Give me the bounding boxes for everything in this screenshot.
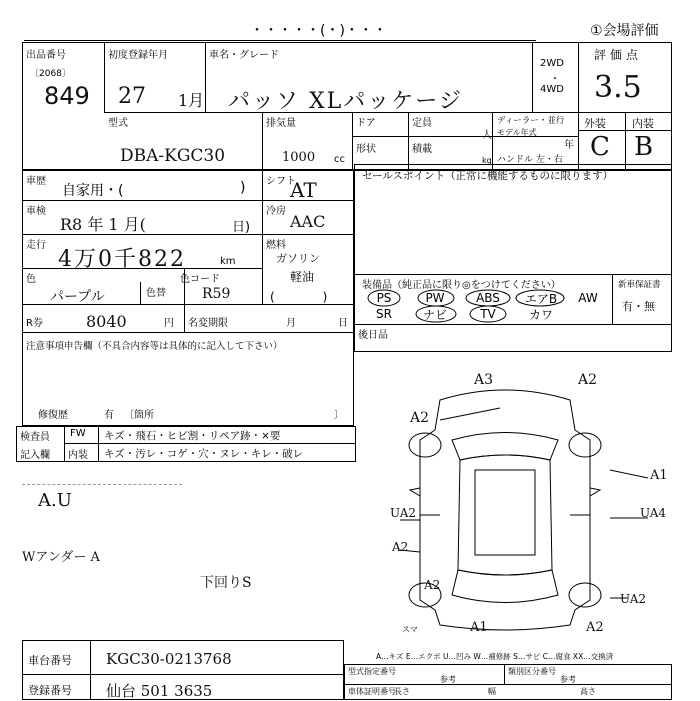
- lot-number: 849: [44, 82, 90, 110]
- grade-value: 3.5: [594, 70, 642, 105]
- mark-a1-right: A1: [650, 468, 668, 483]
- inspector-int-items: キズ・汚レ・コゲ・穴・ヌレ・キレ・破レ: [104, 448, 304, 460]
- top-strip: ・・・・・(・)・・・: [250, 23, 387, 39]
- shift-value: AT: [290, 178, 317, 202]
- reg-no-value: 仙台 501 3635: [106, 682, 213, 700]
- door-label: ドア: [356, 118, 376, 129]
- drive-2wd: 2WD: [540, 58, 564, 69]
- capacity-unit: 人: [482, 130, 492, 141]
- class-label: 類別区分番号: [508, 667, 556, 676]
- equip-leather: カワ: [528, 307, 553, 322]
- warranty-value: 有・無: [622, 300, 655, 313]
- mark-ua2-rear-right: UA2: [620, 592, 647, 606]
- sales-label: セールスポイント（正常に機能するものに限ります）: [362, 170, 614, 182]
- mileage-label: 走行: [26, 240, 46, 251]
- inspector-label2: 記入欄: [20, 450, 50, 461]
- repair-close: 〕: [334, 410, 344, 421]
- color-code-label: 色コード: [180, 274, 220, 285]
- name-label: 車名・グレード: [209, 50, 279, 61]
- recycle-unit: 円: [164, 318, 174, 329]
- drive-dot: ・: [550, 74, 560, 85]
- ac-value: AAC: [290, 212, 326, 231]
- mileage-value: 4万0千822: [58, 247, 186, 272]
- shape-label: 形状: [356, 144, 376, 155]
- chassis-value: KGC30-0213768: [106, 650, 232, 668]
- mark-a2-rear-left: A2: [424, 578, 441, 592]
- model-label: 型式: [108, 118, 128, 129]
- repair-label: 修復歴: [38, 410, 68, 421]
- equip-navi: ナビ: [422, 307, 447, 322]
- ac-label: 冷房: [266, 206, 286, 217]
- equip-tv: TV: [480, 307, 496, 321]
- recycle-value: 8040: [86, 312, 127, 331]
- color-change-label: 色替: [146, 288, 166, 299]
- note-2: Wアンダー A: [22, 550, 100, 565]
- inspection-close: 日): [232, 220, 251, 235]
- mark-a2-left: A2: [392, 540, 409, 554]
- type-designation-label: 型式指定番号: [348, 667, 396, 676]
- lot-sub: 〔2068〕: [30, 69, 71, 79]
- mileage-unit: km: [220, 256, 236, 267]
- mark-a3-top: A3: [474, 372, 494, 388]
- corner-label: ①会場評価: [590, 23, 659, 39]
- height-label: 高さ: [580, 687, 596, 696]
- shift-label: シフト: [266, 176, 296, 187]
- ext-label: 外装: [584, 117, 606, 130]
- equip-aw: AW: [578, 291, 598, 305]
- drive-4wd: 4WD: [540, 84, 564, 95]
- mark-a2-top: A2: [578, 372, 598, 388]
- disp-unit: cc: [334, 154, 345, 165]
- cert-label: 車体証明番号: [348, 687, 396, 696]
- mark-a2-front-left: A2: [410, 410, 430, 426]
- reg-year: 27: [118, 84, 146, 109]
- equip-ps: PS: [376, 291, 392, 305]
- inspection-label: 車検: [26, 206, 46, 217]
- inspection-value: R8 年 1 月(: [60, 215, 146, 234]
- int-label: 内装: [632, 117, 654, 130]
- load-unit: kg: [482, 156, 492, 165]
- name-change-unit: 月: [286, 318, 296, 329]
- notes-label: 注意事項申告欄（不具合内容等は具体的に記入して下さい）: [26, 341, 283, 352]
- disp-value: 1000: [282, 150, 316, 165]
- rear-seat-label: 後日品: [358, 330, 388, 341]
- fuel-paren: ( ): [270, 290, 328, 304]
- repair-place: 〔箇所: [124, 410, 154, 421]
- inspector-int: 内装: [68, 450, 88, 461]
- equip-abs: ABS: [476, 291, 500, 305]
- diagram-label: スマ: [402, 625, 418, 634]
- color-value: パープル: [50, 289, 105, 305]
- int-value: B: [634, 132, 654, 162]
- recycle-label: R券: [26, 318, 43, 329]
- grade-label: 評価点: [594, 48, 643, 62]
- repair-value: 有: [104, 410, 114, 421]
- year-unit: 年: [564, 140, 574, 151]
- history-value: 自家用・(: [62, 183, 124, 199]
- width-label: 幅: [488, 687, 496, 696]
- equip-sr: SR: [376, 307, 392, 321]
- mark-a1-bottom: A1: [470, 620, 488, 635]
- inspector-fw: FW: [70, 428, 86, 439]
- reg-label: 初度登録年月: [108, 50, 168, 61]
- load-label: 積載: [412, 144, 432, 155]
- inspector-fw-items: キズ・飛石・ヒビ割・リペア跡・×要: [104, 430, 281, 442]
- equip-pw: PW: [425, 291, 445, 305]
- ext-value: C: [590, 132, 610, 162]
- equip-circles: [354, 286, 614, 324]
- capacity-label: 定員: [412, 118, 432, 129]
- mark-a2-bottom: A2: [586, 620, 604, 635]
- note-1: A.U: [38, 490, 72, 511]
- length-label: 長さ: [394, 687, 410, 696]
- disp-label: 排気量: [266, 118, 296, 129]
- note-3: 下回りS: [200, 575, 252, 591]
- warranty-label: 新車保証書: [618, 280, 661, 290]
- legend-sub2: 参考: [560, 675, 576, 684]
- legend-sub1: 参考: [440, 675, 456, 684]
- color-code-value: R59: [202, 286, 231, 302]
- color-label: 色: [26, 274, 36, 285]
- reg-no-label: 登録番号: [28, 684, 72, 697]
- equip-label: 装備品（純正品に限り◎をつけてください）: [362, 280, 561, 291]
- name-change-label: 名変期限: [188, 318, 228, 329]
- chassis-label: 車台番号: [28, 654, 72, 667]
- history-close: ): [240, 180, 246, 196]
- handle-label: ハンドル 左・右: [497, 155, 563, 165]
- dealer-label: ディーラー・並行: [497, 116, 565, 126]
- model-year-label: モデル年式: [497, 128, 537, 137]
- mark-ua2-left: UA2: [390, 506, 417, 520]
- lot-label: 出品番号: [26, 50, 66, 61]
- legend-line: A…キズ E…エクボ U…凹み W…補修跡 S…サビ C…腐食 XX…交換済: [376, 652, 614, 661]
- day-unit: 日: [338, 318, 348, 329]
- mark-ua4-right: UA4: [640, 506, 667, 520]
- fuel-label: 燃料: [266, 240, 286, 251]
- reg-month: 1月: [178, 91, 205, 110]
- fuel-gas: ガソリン: [276, 252, 320, 265]
- fuel-oil: 軽油: [290, 270, 315, 284]
- inspector-label1: 検査員: [20, 432, 50, 443]
- equip-airbag: エアB: [524, 291, 558, 306]
- history-label: 車歴: [26, 176, 46, 187]
- model-value: DBA-KGC30: [120, 146, 226, 166]
- car-name: パッソ XLパッケージ: [228, 89, 463, 114]
